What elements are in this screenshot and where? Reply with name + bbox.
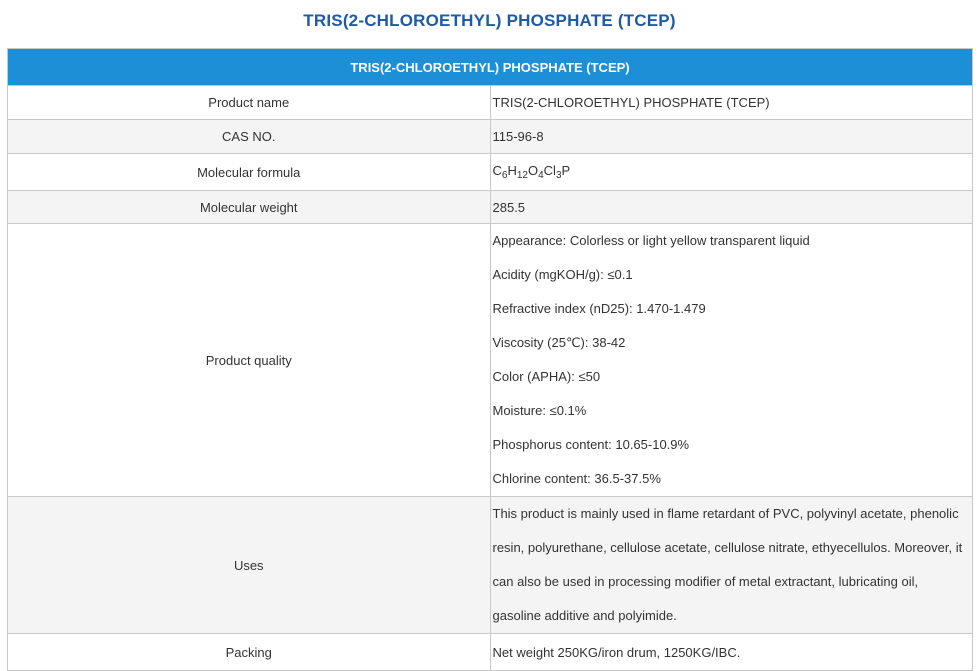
formula-part: P [561, 163, 571, 178]
formula-part: H [507, 163, 517, 178]
packing-label: Packing [8, 634, 491, 671]
quality-line: Appearance: Colorless or light yellow transparent liquid [492, 233, 810, 248]
uses-text: This product is mainly used in flame retardant of PVC, polyvinyl acetate, phenolic resin, polyurethane, cellulose acetate, cellulose nitrate, ethyecellulos. Moreover, it can also be used in processing modifier of metal extractant, lubricating oil, gasoline additive and polyimide. [492, 506, 963, 623]
quality-line: Chlorine content: 36.5-37.5% [492, 471, 661, 486]
quality-line: Viscosity (25℃): 38-42 [492, 335, 626, 350]
table-row [8, 634, 973, 671]
quality-line: Moisture: ≤0.1% [492, 403, 587, 418]
formula-subscript: 6 [501, 170, 508, 181]
table-row [8, 224, 973, 497]
table-row [8, 120, 973, 154]
cas-no-value: 115-96-8 [490, 120, 973, 154]
formula-part: C [492, 163, 502, 178]
quality-line: Acidity (mgKOH/g): ≤0.1 [492, 267, 633, 282]
quality-line: Refractive index (nD25): 1.470-1.479 [492, 301, 706, 316]
quality-line: Phosphorus content: 10.65-10.9% [492, 437, 690, 452]
formula-subscript: 12 [516, 170, 528, 181]
product-name-label: Product name [8, 86, 491, 120]
uses-label: Uses [8, 497, 491, 634]
product-name-value: TRIS(2-CHLOROETHYL) PHOSPHATE (TCEP) [490, 86, 973, 120]
page-title: TRIS(2-CHLOROETHYL) PHOSPHATE (TCEP) [303, 11, 676, 30]
molecular-formula-label: Molecular formula [8, 154, 491, 191]
uses-value [490, 497, 973, 634]
table-row [8, 154, 973, 191]
table-row [8, 86, 973, 120]
product-quality-label: Product quality [8, 224, 491, 497]
table-row [8, 497, 973, 634]
formula-subscript: 3 [555, 170, 562, 181]
table-header: TRIS(2-CHLOROETHYL) PHOSPHATE (TCEP) [8, 49, 973, 86]
quality-line: Color (APHA): ≤50 [492, 369, 601, 384]
formula-part: Cl [543, 163, 556, 178]
molecular-weight-label: Molecular weight [8, 191, 491, 224]
cas-no-label: CAS NO. [8, 120, 491, 154]
table-row [8, 191, 973, 224]
table-header-row [8, 49, 973, 86]
packing-value: Net weight 250KG/iron drum, 1250KG/IBC. [490, 634, 973, 671]
molecular-weight-value: 285.5 [490, 191, 973, 224]
specification-table [7, 48, 973, 671]
formula-part: O [527, 163, 539, 178]
product-quality-value [490, 224, 973, 497]
molecular-formula-value [490, 154, 973, 191]
formula-subscript: 4 [538, 170, 544, 181]
